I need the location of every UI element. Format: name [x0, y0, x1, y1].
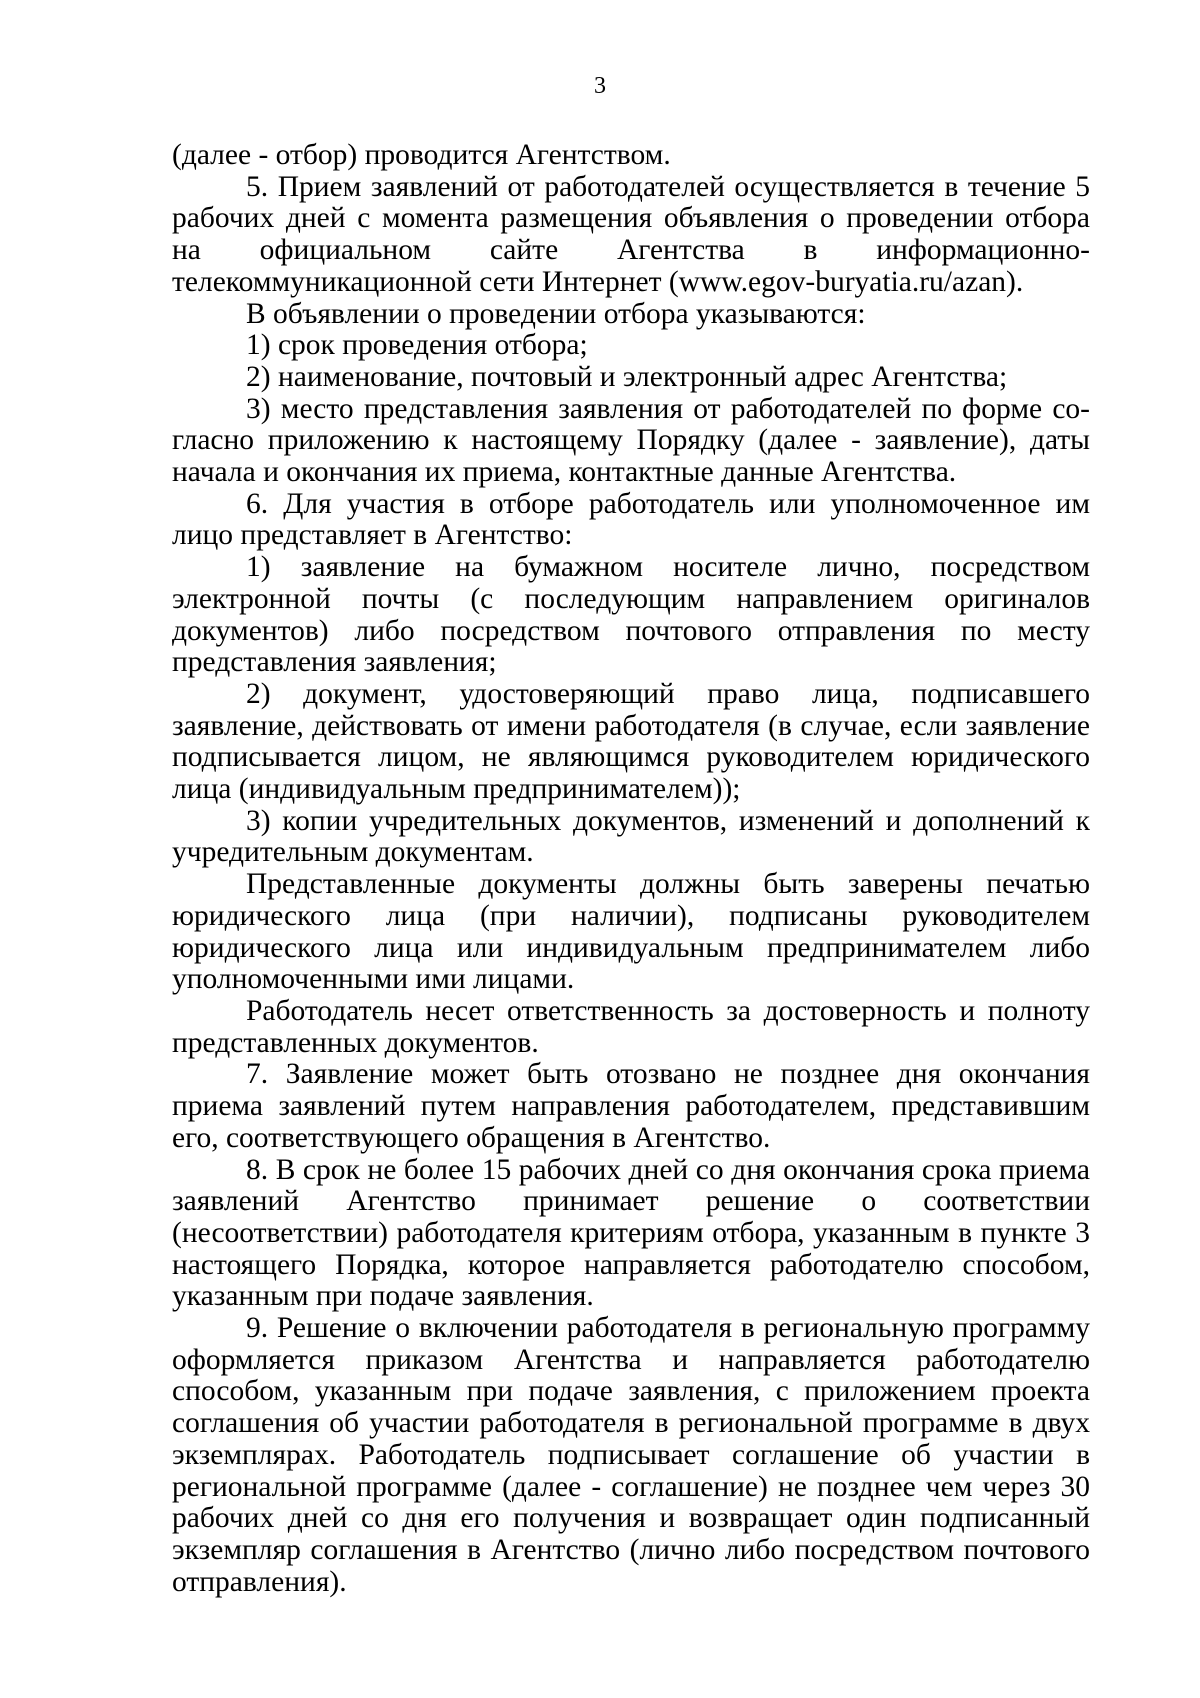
page-number: 3: [594, 73, 606, 99]
paragraph-selection-continuation: (далее - отбор) проводится Агентством.: [172, 139, 671, 171]
paragraph-employer-responsibility: Работодатель несет ответственность за достоверность и полноту представленных документов.: [172, 994, 1090, 1059]
paragraph-announcement-3: 3) место представления заявления от работодателей по форме согласно приложению к настоящему Порядку (далее - заявление), даты начала и окончания их приема, контактные данные Агентства.: [172, 392, 1090, 489]
paragraph-item-9: 9. Решение о включении работодателя в региональную программу оформляется приказом Агентства и направляется работодателю способом, указанным при подаче заявления, с приложением проекта соглашения об участии работодателя в региональной программе в двух экземплярах. Работодатель подписывает соглашение об участии в региональной программе (далее - соглашение) не позднее чем через 30 рабочих дней со дня его получения и возвращает один подписанный экземпляр соглашения в Агентство (лично либо посредством почтового отправления).: [172, 1312, 1090, 1598]
paragraph-documents-2: 2) документ, удостоверяющий право лица, подписавшего заявление, действовать от имени работодателя (в случае, если заявление подписывается лицом, не являющимся руководителем юридического лица (индивидуальным предпринимателем));: [172, 677, 1090, 806]
paragraph-item-5: 5. Прием заявлений от работодателей осуществляется в течение 5 рабочих дней с момента размещения объявления о проведении отбора на официальном сайте Агентства в информационно-телекоммуникационной сети Интернет (www.egov-buryatia.ru/azan).: [172, 170, 1090, 298]
paragraph-item-8: 8. В срок не более 15 рабочих дней со дня окончания срока приема заявлений Агентство принимает решение о соответствии (несоответствии) работодателя критериям отбора, указанным в пункте 3 настоящего Порядка, которое направляется работодателю способом, указанным при подаче заявления.: [172, 1153, 1090, 1313]
paragraph-announcement-intro: В объявлении о проведении отбора указываются:: [246, 297, 866, 330]
paragraph-announcement-2: 2) наименование, почтовый и электронный адрес Агентства;: [246, 360, 1008, 393]
paragraph-item-6: 6. Для участия в отборе работодатель или уполномоченное им лицо представляет в Агентство:: [172, 487, 1090, 552]
paragraph-documents-1: 1) заявление на бумажном носителе лично, посредством электронной почты (с последующим направлением оригиналов документов) либо посредством почтового отправления по месту представления заявления;: [172, 551, 1090, 679]
document-body: [172, 140, 1090, 1598]
paragraph-item-7: 7. Заявление может быть отозвано не позднее дня окончания приема заявлений путем направления работодателем, представившим его, соответствующего обращения в Агентство.: [172, 1058, 1090, 1154]
paragraph-documents-3: 3) копии учредительных документов, изменений и дополнений к учредительным документам.: [172, 804, 1090, 869]
paragraph-announcement-1: 1) срок проведения отбора;: [246, 329, 588, 362]
paragraph-documents-certification: Представленные документы должны быть заверены печатью юридического лица (при наличии), подписаны руководителем юридического лица или индивидуальным предпринимателем либо уполномоченными ими лицами.: [172, 868, 1090, 996]
